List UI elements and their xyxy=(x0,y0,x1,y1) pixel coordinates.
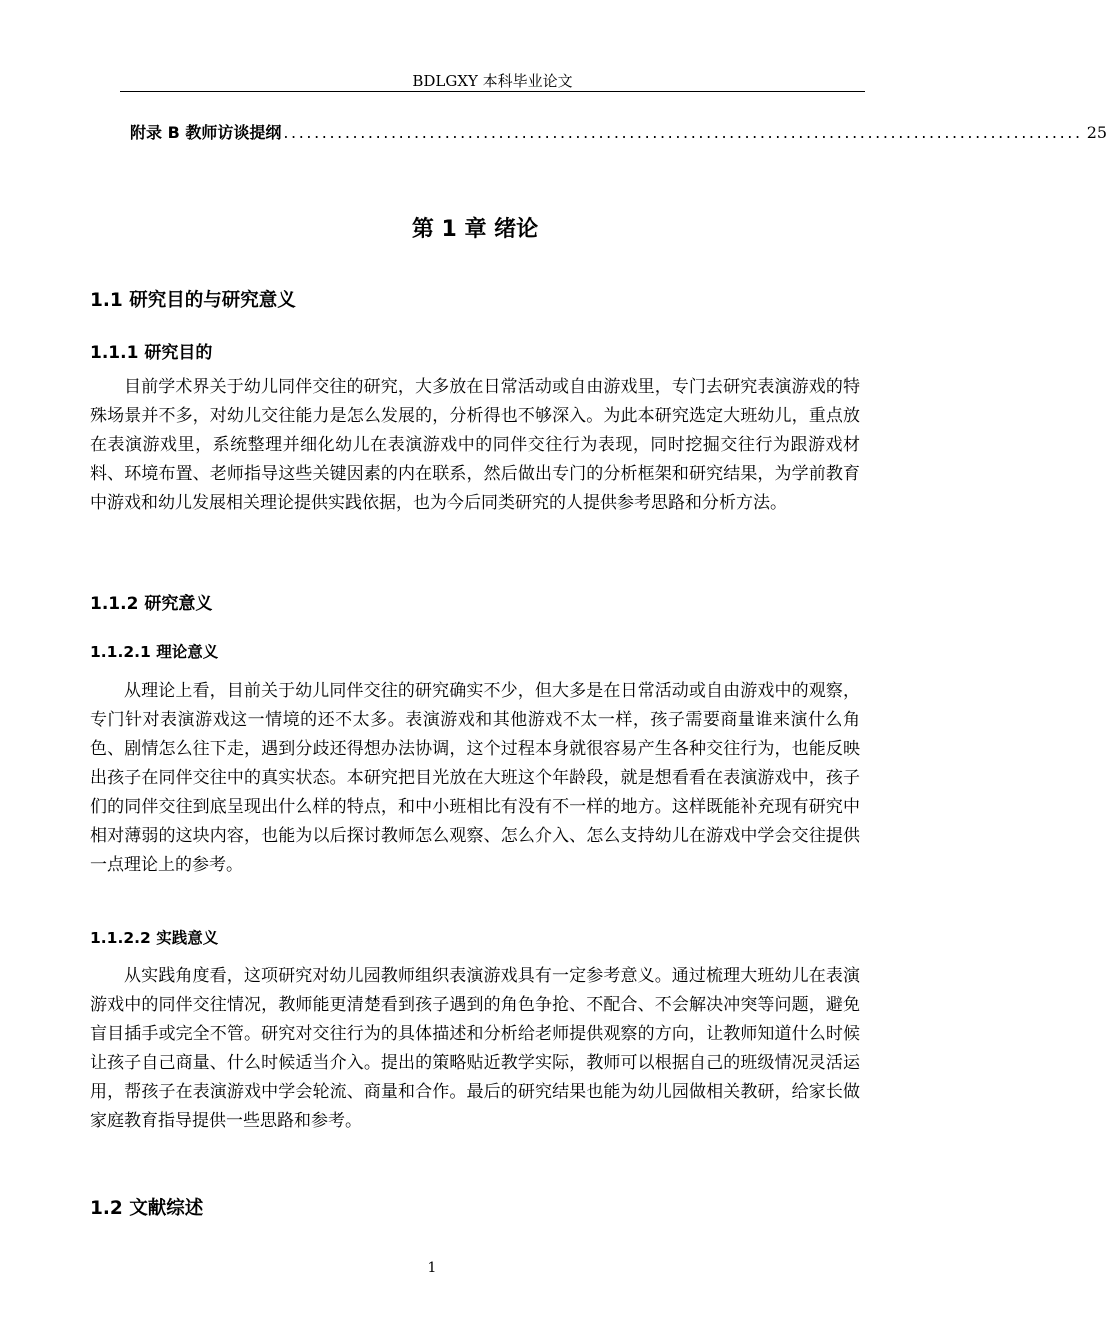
paragraph-research-purpose: 目前学术界关于幼儿同伴交往的研究，大多放在日常活动或自由游戏里，专门去研究表演游戏的特殊场景并不多，对幼儿交往能力是怎么发展的，分析得也不够深入。为此本研究选定大班幼儿，重点放在表演游戏里，系统整理并细化幼儿在表演游戏中的同伴交往行为表现，同时挖掘交往行为跟游戏材料、环境布置、老师指导这些关键因素的内在联系，然后做出专门的分析框架和研究结果，为学前教育中游戏和幼儿发展相关理论提供实践依据，也为今后同类研究的人提供参考思路和分析方法。 xyxy=(90,377,860,513)
toc-leader-dots: ........................................................................................................ xyxy=(283,123,1083,142)
toc-entry[interactable] xyxy=(130,120,1107,143)
section-heading-1-1-2-2: 1.1.2.2 实践意义 xyxy=(90,929,219,947)
section-heading-1-1: 1.1 研究目的与研究意义 xyxy=(90,290,296,311)
toc-entry-label: 附录 B 教师访谈提纲 xyxy=(130,123,282,142)
running-header: BDLGXY 本科毕业论文 xyxy=(412,72,573,90)
paragraph-practical-significance: 从实践角度看，这项研究对幼儿园教师组织表演游戏具有一定参考意义。通过梳理大班幼儿在表演游戏中的同伴交往情况，教师能更清楚看到孩子遇到的角色争抢、不配合、不会解决冲突等问题，避免盲目插手或完全不管。研究对交往行为的具体描述和分析给老师提供观察的方向，让教师知道什么时候让孩子自己商量、什么时候适当介入。提出的策略贴近教学实际，教师可以根据自己的班级情况灵活运用，帮孩子在表演游戏中学会轮流、商量和合作。最后的研究结果也能为幼儿园做相关教研，给家长做家庭教育指导提供一些思路和参考。 xyxy=(90,966,860,1131)
section-heading-1-2: 1.2 文献综述 xyxy=(90,1198,204,1219)
paragraph-theoretical-significance: 从理论上看，目前关于幼儿同伴交往的研究确实不少，但大多是在日常活动或自由游戏中的观察，专门针对表演游戏这一情境的还不太多。表演游戏和其他游戏不太一样，孩子需要商量谁来演什么角色、剧情怎么往下走，遇到分歧还得想办法协调，这个过程本身就很容易产生各种交往行为，也能反映出孩子在同伴交往中的真实状态。本研究把目光放在大班这个年龄段，就是想看看在表演游戏中，孩子们的同伴交往到底呈现出什么样的特点，和中小班相比有没有不一样的地方。这样既能补充现有研究中相对薄弱的这块内容，也能为以后探讨教师怎么观察、怎么介入、怎么支持幼儿在游戏中学会交往提供一点理论上的参考。 xyxy=(90,681,860,875)
section-heading-1-1-1: 1.1.1 研究目的 xyxy=(90,343,213,363)
chapter-title: 第 1 章 绪论 xyxy=(411,217,539,242)
section-heading-1-1-2-1: 1.1.2.1 理论意义 xyxy=(90,643,219,661)
section-heading-1-1-2: 1.1.2 研究意义 xyxy=(90,594,213,614)
toc-page-number: 25 xyxy=(1086,123,1107,142)
page-number: 1 xyxy=(427,1260,437,1276)
header-rule xyxy=(120,91,865,92)
